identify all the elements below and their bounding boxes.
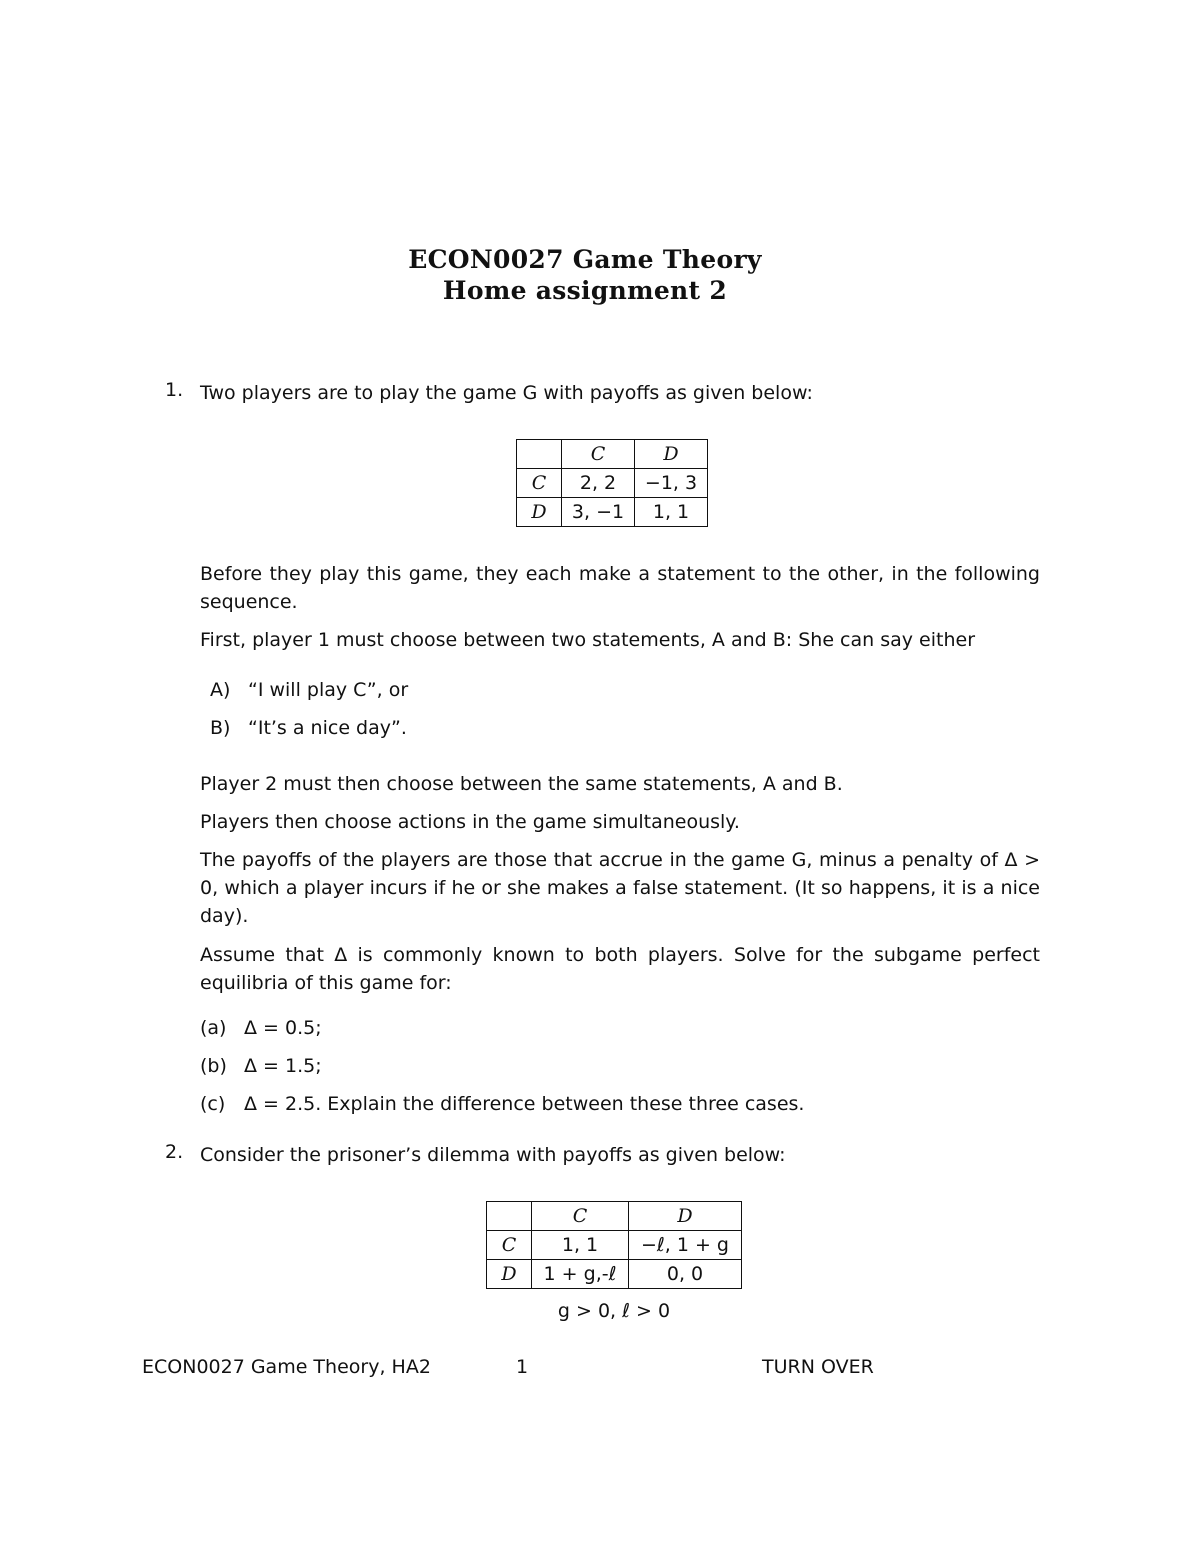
row-header: D [487,1260,532,1289]
table-cell: 1, 1 [532,1231,629,1260]
q1-paragraph: Assume that Δ is commonly known to both players. Solve for the subgame perfect equilibria of this game for: [200,944,1040,994]
statement-label: A) [210,679,231,701]
part-label: (b) [200,1055,227,1077]
table-cell: 1, 1 [635,498,708,527]
q2-intro: Consider the prisoner’s dilemma with payoffs as given below: [200,1144,786,1166]
statement-text: “I will play C”, or [248,679,409,701]
row-header: C [487,1231,532,1260]
q2-condition: g > 0, ℓ > 0 [557,1300,671,1322]
row-header: C [517,469,562,498]
col-header: D [629,1202,742,1231]
col-header: C [532,1202,629,1231]
page-number: 1 [516,1356,529,1378]
table-corner-cell [487,1202,532,1231]
q1-payoff-table [516,439,708,527]
q1-intro: Two players are to play the game G with payoffs as given below: [200,382,813,404]
document-title: ECON0027 Game Theory [408,245,762,274]
q1-number: 1. [165,379,184,401]
q2-payoff-table [486,1201,742,1289]
q2-number: 2. [165,1141,184,1163]
table-cell: 0, 0 [629,1260,742,1289]
q1-paragraph: Player 2 must then choose between the same statements, A and B. [200,773,843,795]
table-cell: 2, 2 [562,469,635,498]
statement-label: B) [210,717,231,739]
statement-text: “It’s a nice day”. [248,717,407,739]
footer-left: ECON0027 Game Theory, HA2 [142,1356,431,1378]
q1-paragraph: First, player 1 must choose between two statements, A and B: She can say either [200,629,976,651]
q1-paragraph: Players then choose actions in the game simultaneously. [200,811,740,833]
col-header: D [635,440,708,469]
part-text: Δ = 2.5. Explain the difference between these three cases. [244,1093,805,1115]
table-cell: 1 + g,-ℓ [532,1260,629,1289]
table-cell: −1, 3 [635,469,708,498]
footer-right: TURN OVER [762,1356,874,1378]
part-text: Δ = 0.5; [244,1017,322,1039]
table-cell: −ℓ, 1 + g [629,1231,742,1260]
document-subtitle: Home assignment 2 [442,276,728,305]
table-cell: 3, −1 [562,498,635,527]
part-label: (c) [200,1093,226,1115]
row-header: D [517,498,562,527]
q1-paragraph: Before they play this game, they each make a statement to the other, in the following sequence. [200,563,1040,613]
col-header: C [562,440,635,469]
part-label: (a) [200,1017,227,1039]
q1-paragraph: The payoffs of the players are those that accrue in the game G, minus a penalty of Δ > 0, which a player incurs if he or she makes a false statement. (It so happens, it is a nice day). [200,849,1040,927]
table-corner-cell [517,440,562,469]
part-text: Δ = 1.5; [244,1055,322,1077]
title-block [0,244,1170,306]
